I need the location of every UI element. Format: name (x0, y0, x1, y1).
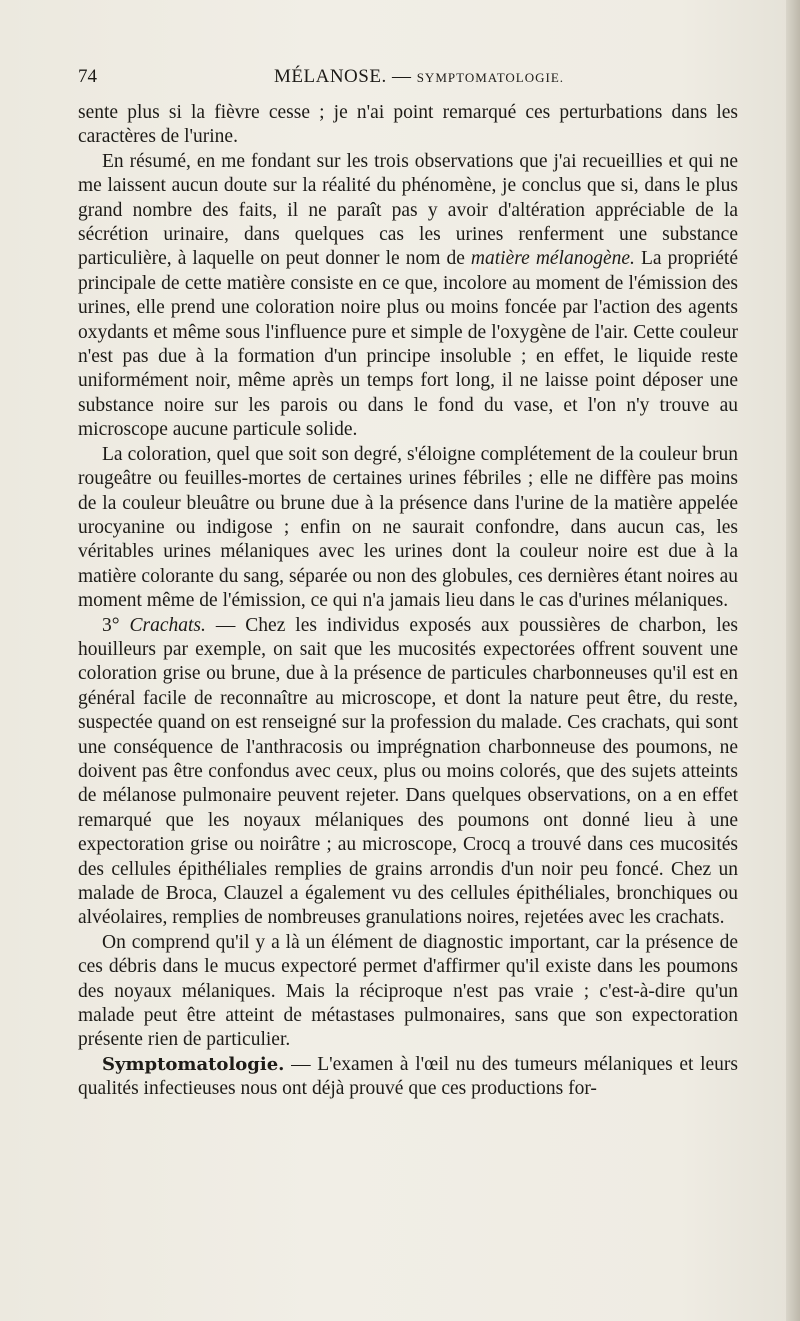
page-gutter-shadow (786, 0, 800, 1321)
paragraph-text: sente plus si la fièvre cesse ; je n'ai point remarqué ces perturbations dans les caractères de l'urine. (78, 102, 738, 148)
body-text (78, 101, 738, 1102)
term-matiere-melanogene: matière mélanogène. (470, 248, 635, 270)
page-number: 74 (78, 66, 97, 87)
paragraph-text: — L'examen à l'œil nu des tumeurs mélaniques et leurs qualités infectieuses nous ont déjà prouvé que ces productions for- (78, 1053, 738, 1100)
paragraph-continuation (78, 101, 738, 150)
paragraph-diagnostic (78, 931, 738, 1053)
running-title (274, 60, 564, 95)
running-title-section: SYMPTOMATOLOGIE. (416, 70, 565, 85)
section-number: 3° (102, 614, 120, 636)
section-heading-symptomatologie: Symptomatologie. (102, 1053, 285, 1075)
paragraph-summary (78, 150, 738, 443)
paragraph-crachats (78, 614, 738, 931)
running-title-main: MÉLANOSE. (274, 66, 387, 87)
paragraph-text: On comprend qu'il y a là un élément de diagnostic important, car la présence de ces débris dans le mucus expectoré permet d'affirmer qu'il existe dans les poumons des noyaux mélaniques. Mais la réciproque n'est pas vraie ; c'est-à-dire qu'un malade peut être atteint de métastases pulmonaires, sans que son expectoration présente rien de particulier. (78, 931, 738, 1051)
paragraph-text: La coloration, quel que soit son degré, s'éloigne complétement de la couleur brun rougeâtre ou feuilles-mortes de certaines urines fébriles ; elle ne diffère pas moins de la couleur bleuâtre ou brune due à la présence dans l'urine de la matière appelée urocyanine ou indigose ; enfin on ne saurait confondre, dans aucun cas, les véritables urines mélaniques avec les urines dont la couleur noire est due à la matière colorante du sang, séparée ou non des globules, ces dernières étant noires au moment même de l'émission, ce qui n'a jamais lieu dans le cas d'urines mélaniques. (78, 443, 738, 612)
paragraph-coloration (78, 443, 738, 614)
paragraph-text: En résumé, en me fondant sur les trois observations que j'ai recueillies et qui ne me laissent aucun doute sur la réalité du phénomène, je conclus que si, dans le plus grand nombre des faits, il ne paraît pas y avoir d'altération appréciable de la sécrétion urinaire, dans quelques cas les urines renferment une substance particulière, à laquelle on peut donner le nom de (78, 150, 738, 270)
paragraph-symptomatologie (78, 1053, 738, 1102)
paragraph-text: — Chez les individus exposés aux poussières de charbon, les houilleurs par exemple, on sait que les mucosités expectorées offrent souvent une coloration grise ou brune, due à la présence de particules charbonneuses qu'il est en général facile de reconnaître au microscope, et dont la nature peut être, du reste, suspectée quand on est renseigné sur la profession du malade. Ces crachats, qui sont une conséquence de l'anthracosis ou imprégnation charbonneuse des poumons, ne doivent pas être confondus avec ceux, plus ou moins colorés, que des sujets atteints de mélanose pulmonaire peuvent rejeter. Dans quelques observations, on a en effet remarqué que les noyaux mélaniques des poumons ont donné lieu à une expectoration grise ou noirâtre ; au microscope, Crocq a trouvé dans ces mucosités des cellules épithéliales remplies de grains arrondis d'un noir peu foncé. Chez un malade de Broca, Clauzel a également vu des cellules épithéliales, bronchiques ou alvéolaires, remplies de nombreuses granulations noires, rejetées avec les crachats. (78, 614, 739, 929)
running-header (78, 60, 738, 94)
running-title-dash: — (391, 66, 412, 87)
paragraph-text: La propriété principale de cette matière consiste en ce que, incolore au moment de l'émission des urines, elle prend une coloration noire plus ou moins foncée par l'action des agents oxydants et même sous l'influence pure et simple de l'oxygène de l'air. Cette couleur n'est pas due à la formation d'un principe insoluble ; en effet, le liquide reste uniformément noir, même après un temps fort long, il ne laisse point déposer une substance noire sur les parois ou dans le fond du vase, et l'on n'y trouve au microscope aucune particule solide. (78, 248, 738, 441)
section-title-crachats: Crachats. (129, 614, 206, 636)
